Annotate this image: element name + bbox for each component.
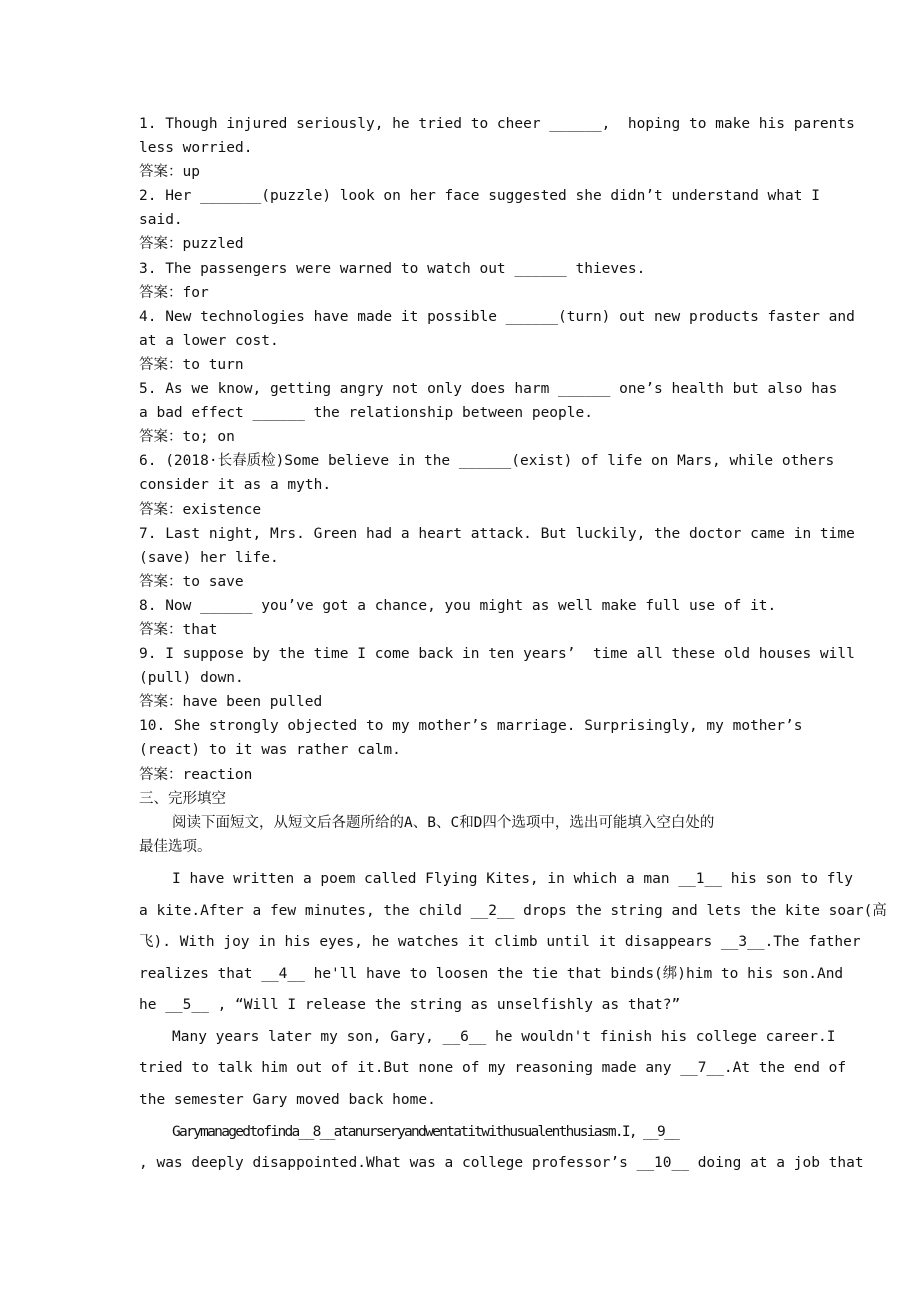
answer-line: 答案：to save: [139, 573, 244, 590]
passage-line: , was deeply disappointed.What was a college professor’s __10__ doing at a job that: [139, 1155, 864, 1172]
text-line: 4. New technologies have made it possible ______(turn) out new products faster and: [139, 308, 855, 325]
text-line: a bad effect ______ the relationship between people.: [139, 405, 593, 422]
text-line: said.: [139, 212, 183, 229]
text-line: 9. I suppose by the time I come back in ten years’ time all these old houses will: [139, 646, 855, 663]
exercise-block: [139, 112, 855, 787]
document-page: [139, 112, 887, 1180]
text-line: 7. Last night, Mrs. Green had a heart attack. But luckily, the doctor came in time: [139, 525, 855, 542]
text-line: at a lower cost.: [139, 332, 279, 349]
passage-line: 飞). With joy in his eyes, he watches it climb until it disappears __3__.The father: [139, 934, 861, 951]
passage-line: I have written a poem called Flying Kites, in which a man __1__ his son to fly: [172, 870, 853, 887]
answer-line: 答案：have been pulled: [139, 694, 323, 711]
text-line: 1. Though injured seriously, he tried to cheer ______, hoping to make his parents: [139, 116, 855, 132]
passage-line: Garymanagedtofinda__8__atanurseryandwentatitwithusualenthusiasm.I, __9__: [172, 1123, 679, 1140]
answer-line: 答案：up: [139, 164, 200, 181]
answer-line: 答案：to; on: [139, 429, 235, 446]
passage-line: a kite.After a few minutes, the child __2__ drops the string and lets the kite soar(高: [139, 902, 887, 919]
text-line: (pull) down.: [139, 670, 244, 687]
instructions: [139, 811, 839, 859]
answer-line: 答案：for: [139, 284, 209, 301]
passage-line: realizes that __4__ he'll have to loosen the tie that binds(绑)him to his son.And: [139, 965, 844, 982]
passage-line: Many years later my son, Gary, __6__ he wouldn't finish his college career.I: [172, 1028, 836, 1045]
answer-line: 答案：reaction: [139, 766, 253, 783]
text-line: less worried.: [139, 140, 253, 157]
answer-line: 答案：that: [139, 621, 218, 638]
text-line: 8. Now ______ you’ve got a chance, you might as well make full use of it.: [139, 597, 777, 614]
passage-line: the semester Gary moved back home.: [139, 1092, 436, 1109]
text-line: (save) her life.: [139, 549, 279, 566]
text-line: (react) to it was rather calm.: [139, 742, 401, 759]
answer-line: 答案：to turn: [139, 356, 244, 373]
answer-line: 答案：existence: [139, 501, 262, 518]
text-line: 10. She strongly objected to my mother’s marriage. Surprisingly, my mother’s: [139, 718, 803, 735]
answer-line: 答案：puzzled: [139, 236, 244, 253]
text-line: consider it as a myth.: [139, 477, 332, 494]
cloze-passage: [139, 864, 887, 1180]
text-line: 6. (2018·长春质检)Some believe in the ______(exist) of life on Mars, while others: [139, 453, 835, 470]
passage-line: tried to talk him out of it.But none of my reasoning made any __7__.At the end of: [139, 1060, 847, 1077]
text-line: 2. Her _______(puzzle) look on her face suggested she didn’t understand what I: [139, 188, 820, 205]
text-line: 3. The passengers were warned to watch out ______ thieves.: [139, 260, 646, 277]
instruction-line: 最佳选项。: [139, 838, 212, 855]
instruction-line: 阅读下面短文，从短文后各题所给的A、B、C和D四个选项中，选出可能填入空白处的: [172, 814, 715, 831]
text-line: 5. As we know, getting angry not only does harm ______ one’s health but also has: [139, 381, 838, 398]
section-title: 三、完形填空: [139, 790, 226, 807]
passage-line: he __5__ , “Will I release the string as unselfishly as that?”: [139, 997, 681, 1014]
